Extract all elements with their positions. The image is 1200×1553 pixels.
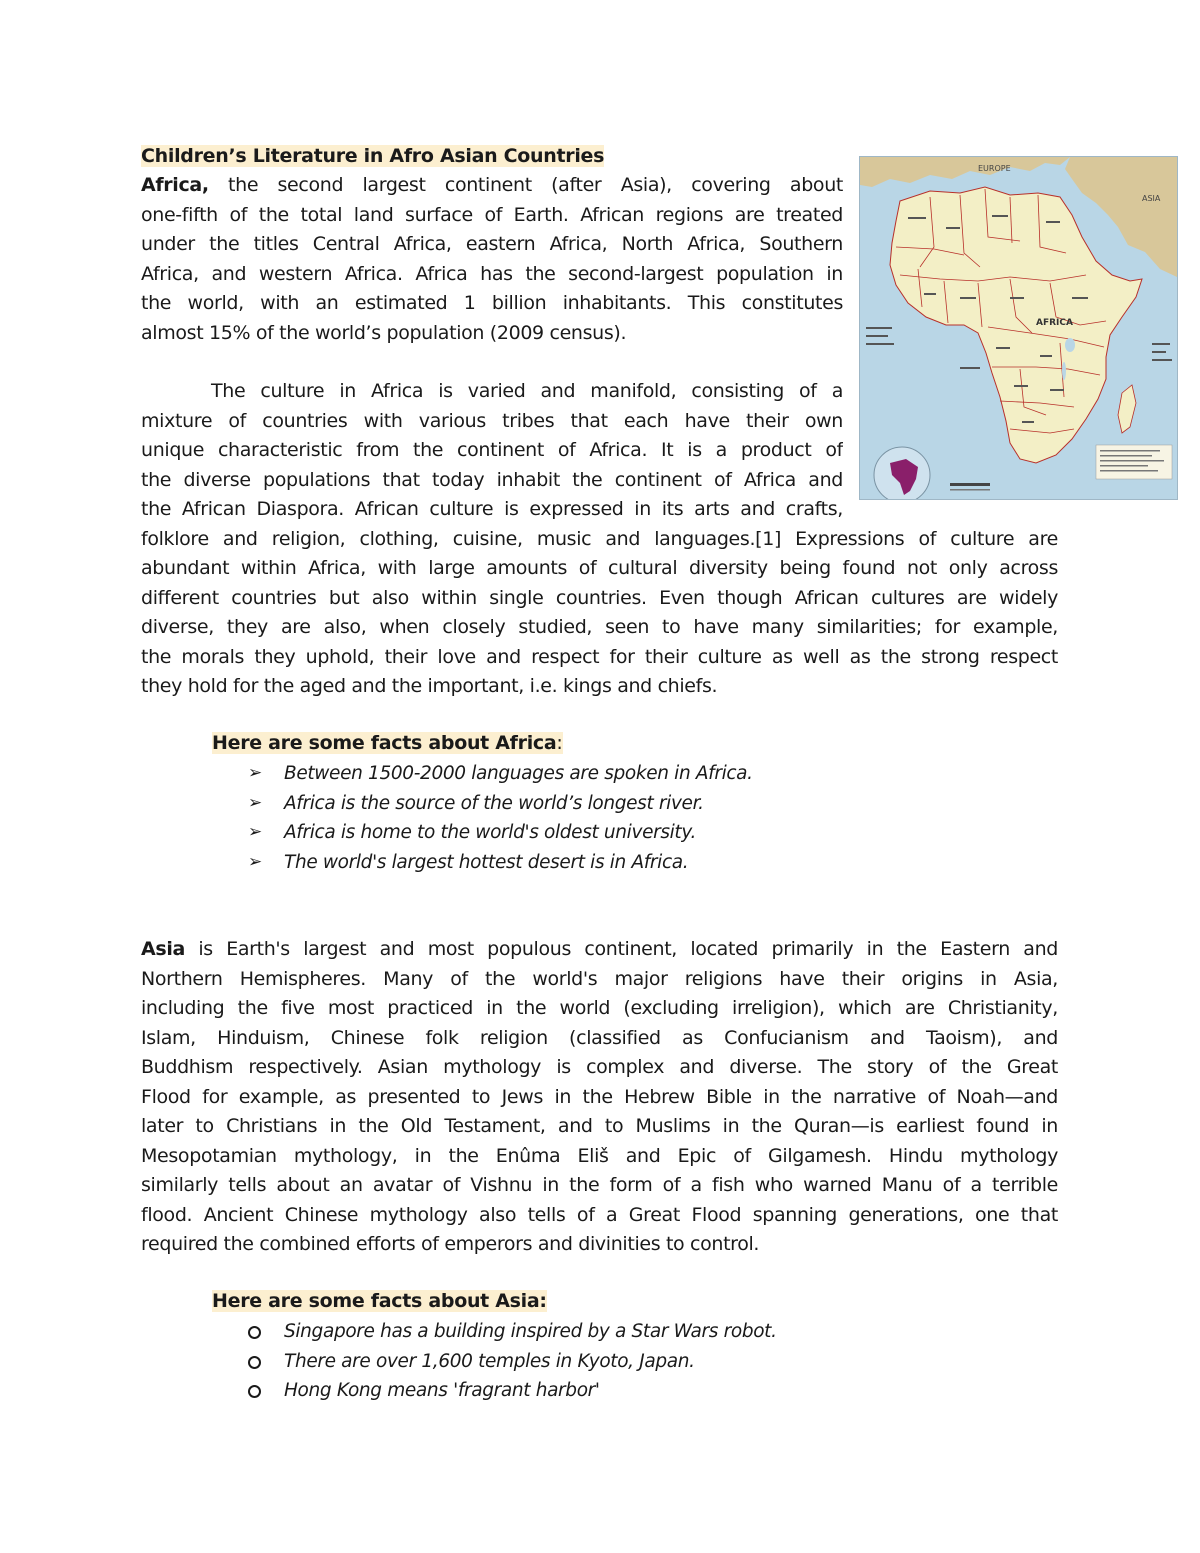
paragraph-line: required the combined efforts of emperors and divinities to control. [141, 1233, 760, 1255]
asia-intro-paragraph [141, 935, 1058, 1260]
map-label-asia: ASIA [1142, 194, 1161, 203]
map-lake [1065, 338, 1075, 352]
paragraph-line: one-fifth of the total land surface of Earth. African regions are treated [141, 203, 843, 226]
africa-intro-paragraph [141, 171, 843, 348]
asia-facts-list [248, 1317, 948, 1406]
africa-lead-word: Africa, [141, 174, 209, 196]
paragraph-line: flood. Ancient Chinese mythology also tells of a Great Flood spanning generations, one that [141, 1203, 1058, 1226]
map-label-europe: EUROPE [978, 164, 1011, 173]
paragraph-line: unique characteristic from the continent of Africa. It is a product of [141, 439, 843, 461]
paragraph-line: the diverse populations that today inhabit the continent of Africa and [141, 468, 843, 491]
paragraph-line: diverse, they are also, when closely studied, seen to have many similarities; for example, [141, 616, 1058, 638]
paragraph-line: almost 15% of the world’s population (2009 census). [141, 321, 627, 344]
map-lake [1062, 362, 1066, 380]
paragraph-line: folklore and religion, clothing, cuisine, music and languages.[1] Expressions of culture are [141, 527, 1058, 550]
list-item: ➢ Between 1500-2000 languages are spoken in Africa. [248, 759, 948, 789]
map-label-africa: AFRICA [1036, 318, 1073, 328]
paragraph-line: Africa, the second largest continent (after Asia), covering about [141, 174, 843, 196]
arrow-bullet-icon: ➢ [248, 822, 262, 842]
paragraph-line: The culture in Africa is varied and manifold, consisting of a [211, 380, 843, 402]
list-item: ➢ Africa is home to the world's oldest university. [248, 818, 948, 848]
paragraph-line: under the titles Central Africa, eastern Africa, North Africa, Southern [141, 233, 843, 255]
paragraph-line: Northern Hemispheres. Many of the world's major religions have their origins in Asia, [141, 967, 1058, 990]
paragraph-line: including the five most practiced in the world (excluding irreligion), which are Christianity, [141, 997, 1058, 1019]
paragraph-line: different countries but also within single countries. Even though African cultures are widely [141, 586, 1058, 609]
list-item: ➢ The world's largest hottest desert is in Africa. [248, 848, 948, 878]
paragraph-line: Flood for example, as presented to Jews in the Hebrew Bible in the narrative of Noah—and [141, 1085, 1058, 1108]
africa-facts-heading: Here are some facts about Africa: [212, 732, 563, 754]
arrow-bullet-icon: ➢ [248, 851, 262, 872]
list-item: Singapore has a building inspired by a Star Wars robot. [248, 1317, 948, 1347]
africa-facts-list [248, 759, 948, 877]
paragraph-line: Mesopotamian mythology, in the Enûma Eliš and Epic of Gilgamesh. Hindu mythology [141, 1144, 1058, 1167]
paragraph-line: the world, with an estimated 1 billion inhabitants. This constitutes [141, 292, 843, 314]
list-item: ➢ Africa is the source of the world’s longest river. [248, 789, 948, 819]
circle-bullet-icon [248, 1317, 272, 1350]
paragraph-line: the African Diaspora. African culture is expressed in its arts and crafts, [141, 498, 843, 520]
asia-facts-heading: Here are some facts about Asia: [212, 1290, 547, 1312]
circle-bullet-icon [248, 1347, 272, 1380]
list-item: There are over 1,600 temples in Kyoto, Japan. [248, 1347, 948, 1377]
paragraph-line: Africa, and western Africa. Africa has the second-largest population in [141, 262, 843, 285]
africa-culture-paragraph [141, 377, 1058, 702]
asia-lead-word: Asia [141, 938, 185, 960]
paragraph-line: later to Christians in the Old Testament, and to Muslims in the Quran—is earliest found in [141, 1115, 1058, 1137]
arrow-bullet-icon: ➢ [248, 763, 262, 783]
paragraph-line: Asia is Earth's largest and most populous continent, located primarily in the Eastern and [141, 938, 1058, 960]
paragraph-line: similarly tells about an avatar of Vishnu in the form of a fish who warned Manu of a terrible [141, 1174, 1058, 1196]
paragraph-line: Buddhism respectively. Asian mythology is complex and diverse. The story of the Great [141, 1056, 1058, 1078]
list-item: Hong Kong means 'fragrant harbor' [248, 1376, 948, 1406]
arrow-bullet-icon: ➢ [248, 792, 262, 813]
paragraph-line: Islam, Hinduism, Chinese folk religion (classified as Confucianism and Taoism), and [141, 1026, 1058, 1049]
paragraph-line: mixture of countries with various tribes that each have their own [141, 409, 843, 432]
paragraph-line: the morals they uphold, their love and respect for their culture as well as the strong respect [141, 645, 1058, 668]
document-title: Children’s Literature in Afro Asian Countries [141, 145, 605, 167]
paragraph-line: abundant within Africa, with large amounts of cultural diversity being found not only across [141, 557, 1058, 579]
circle-bullet-icon [248, 1376, 272, 1409]
paragraph-line: they hold for the aged and the important, i.e. kings and chiefs. [141, 675, 718, 697]
